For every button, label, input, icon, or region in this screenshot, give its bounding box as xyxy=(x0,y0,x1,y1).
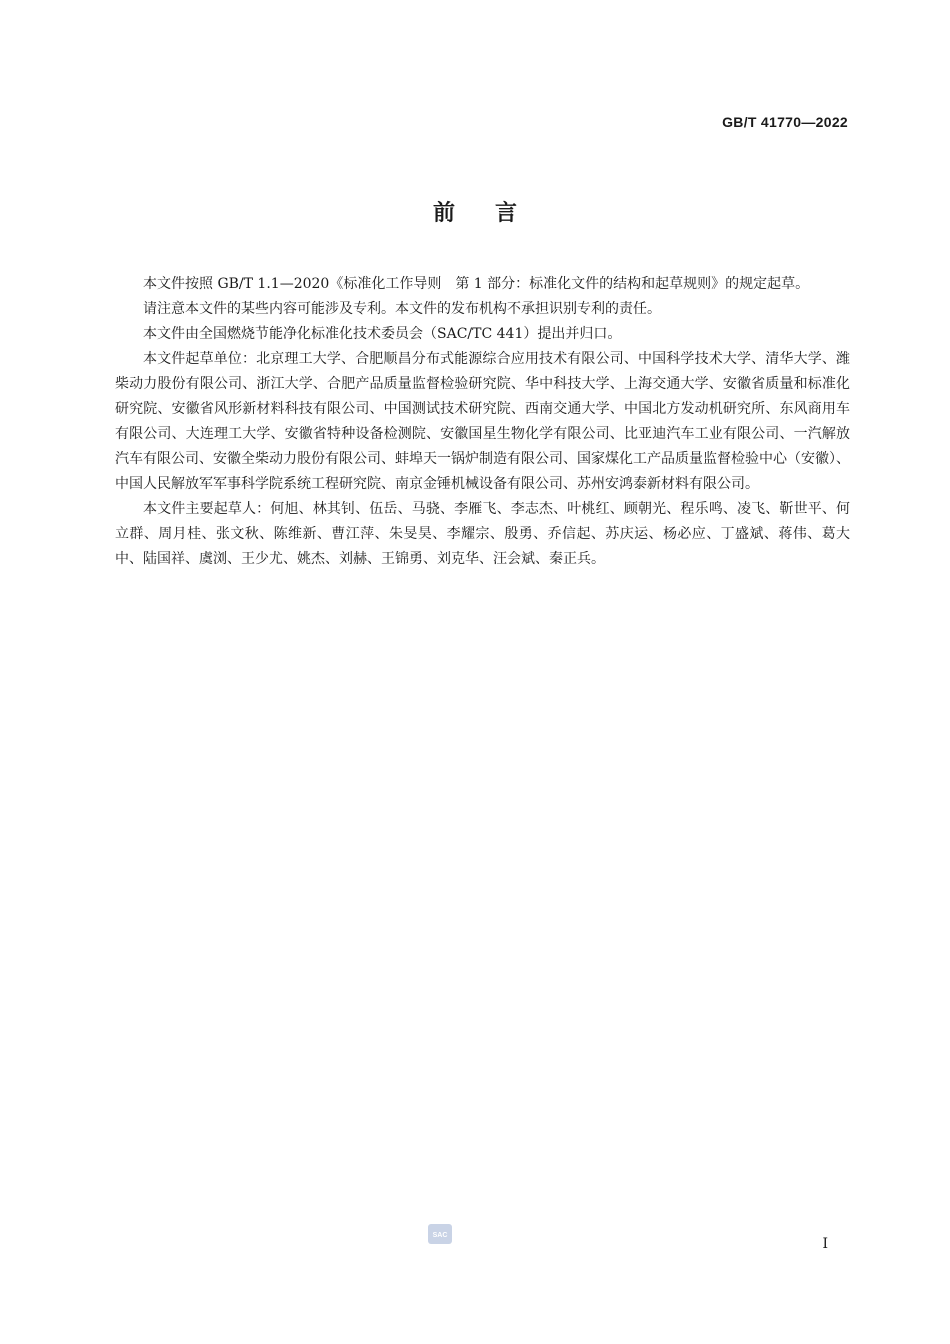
paragraph-committee: 本文件由全国燃烧节能净化标准化技术委员会（SAC/TC 441）提出并归口。 xyxy=(143,326,622,342)
paragraph-patent-notice: 请注意本文件的某些内容可能涉及专利。本文件的发布机构不承担识别专利的责任。 xyxy=(143,301,661,317)
sac-logo-icon xyxy=(427,1222,453,1246)
sac-logo-text: SAC xyxy=(432,1232,448,1239)
paragraph-drafting-units: 本文件起草单位：北京理工大学、合肥顺昌分布式能源综合应用技术有限公司、中国科学技术大学、清华大学、潍柴动力股份有限公司、浙江大学、合肥产品质量监督检验研究院、华中科技大学、上海交通大学、安徽省质量和标准化研究院、安徽省风形新材料科技有限公司、中国测试技术研究院、西南交通大学、中国北方发动机研究所、东风商用车有限公司、大连理工大学、安徽省特种设备检测院、安徽国星生物化学有限公司、比亚迪汽车工业有限公司、一汽解放汽车有限公司、安徽全柴动力股份有限公司、蚌埠天一锅炉制造有限公司、国家煤化工产品质量监督检验中心（安徽）、中国人民解放军军事科学院系统工程研究院、南京金锤机械设备有限公司、苏州安鸿泰新材料有限公司。 xyxy=(115,351,850,492)
page-number: I xyxy=(822,1236,828,1252)
paragraph-drafters: 本文件主要起草人：何旭、林其钊、伍岳、马骁、李雁飞、李志杰、叶桃红、顾朝光、程乐鸣、凌飞、靳世平、何立群、周月桂、张文秋、陈维新、曹江萍、朱旻昊、李耀宗、殷勇、乔信起、苏庆运、杨必应、丁盛斌、蒋伟、葛大中、陆国祥、虞浏、王少尤、姚杰、刘赫、王锦勇、刘克华、汪会斌、秦正兵。 xyxy=(115,501,850,567)
foreword-body xyxy=(115,272,850,572)
page-title: 前言 xyxy=(432,201,557,226)
standard-code: GB/T 41770—2022 xyxy=(722,114,848,130)
paragraph-drafting-rules: 本文件按照 GB/T 1.1—2020《标准化工作导则 第 1 部分：标准化文件的结构和起草规则》的规定起草。 xyxy=(143,276,810,292)
